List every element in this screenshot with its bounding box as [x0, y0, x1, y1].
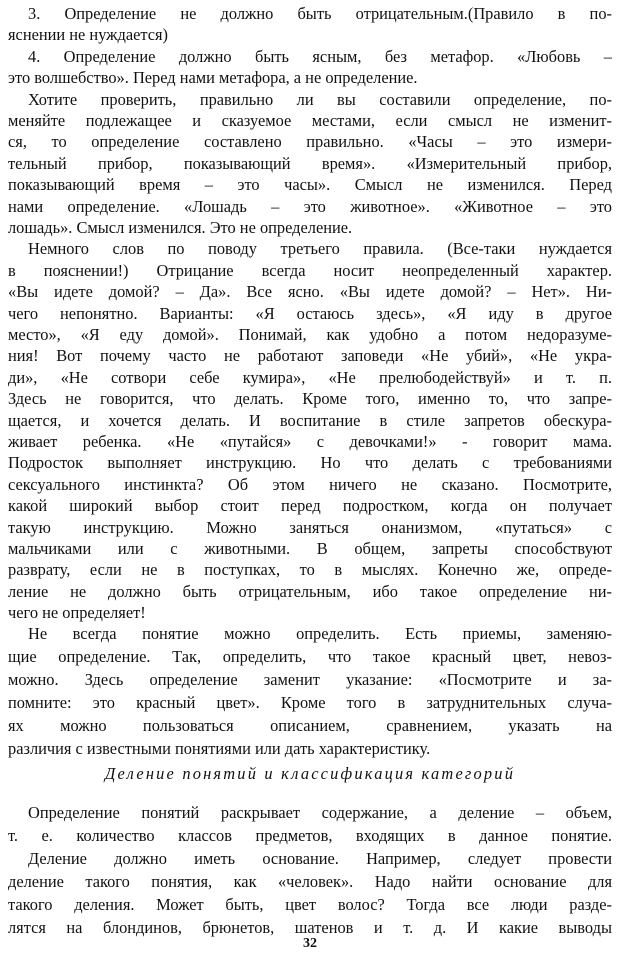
text-line: Определение понятий раскрывает содержание, а деление – объем,	[28, 803, 612, 822]
text-line: ление не должно быть отрицательным, ибо такое определение ни-	[8, 581, 612, 601]
text-line: щие определение. Так, определить, что такое красный цвет, невоз-	[8, 647, 612, 666]
text-line: какой широкий выбор стоит перед подростком, когда он получает	[8, 496, 612, 516]
text-line: лошадь». Смысл изменился. Это не определение.	[8, 218, 353, 237]
text-line: тельный прибор, показывающий время». «Измерительный прибор,	[8, 153, 612, 173]
text-line: Хотите проверить, правильно ли вы составили определение, по-	[28, 89, 612, 109]
text-line: место», «Я еду домой». Понимай, как удобно а потом недоразуме-	[8, 325, 612, 344]
text-line: чего непонятно. Варианты: «Я остаюсь здесь», «Я иду в другое	[8, 303, 612, 323]
text-line: ях можно пользоваться описанием, сравнением, указать на	[8, 716, 612, 735]
text-line: Деление должно иметь основание. Например, следует провести	[28, 849, 612, 868]
text-line: это волшебство». Перед нами метафора, а не определение.	[8, 68, 418, 88]
text-line: лятся на блондинов, брюнетов, шатенов и т. д. И какие выводы	[8, 918, 612, 937]
text-line: такого деления. Может быть, цвет волос? Тогда все люди разде-	[8, 895, 612, 914]
text-line: разврату, если не в поступках, то в мыслях. Конечно же, опреде-	[8, 560, 612, 580]
text-line: яснении не нуждается)	[8, 25, 169, 45]
section-heading: Деление понятий и классификация категорий	[104, 764, 516, 783]
text-line: т. е. количество классов предметов, входящих в данное понятие.	[8, 826, 612, 845]
text-line: помните: это красный цвет». Кроме того в затруднительных случа-	[8, 693, 612, 712]
page-number: 32	[303, 936, 317, 951]
text-line: 4. Определение должно быть ясным, без метафор. «Любовь –	[28, 46, 612, 66]
text-line: нами определение. «Лошадь – это животное». «Животное – это	[8, 196, 612, 216]
text-line: Не всегда понятие можно определить. Есть приемы, заменяю-	[28, 624, 612, 643]
text-line: ся, то определение составлено правильно. «Часы – это измери-	[8, 132, 612, 152]
text-line: ди», «Не сотвори себе кумира», «Не прелюбодействуй» и т. п.	[8, 367, 612, 387]
text-line: щается, и хочется делать. И воспитание в стиле запретов обескура-	[8, 410, 612, 430]
text-line: различия с известными понятиями или дать характеристику.	[8, 739, 431, 758]
text-line: сексуального инстинкта? Об этом ничего не сказано. Посмотрите,	[8, 474, 612, 494]
text-line: такую инструкцию. Можно заняться онанизмом, «путаться» с	[8, 517, 612, 537]
text-line: Здесь не говорится, что делать. Кроме того, именно то, что запре-	[8, 389, 612, 409]
text-line: показывающий время – это часы». Смысл не изменился. Перед	[8, 175, 612, 195]
text-line: в пояснении!) Отрицание всегда носит неопределенный характер.	[8, 260, 612, 280]
text-line: деление такого понятия, как «человек». Надо найти основание для	[8, 872, 612, 891]
text-line: можно. Здесь определение заменит указание: «Посмотрите и за-	[8, 670, 612, 689]
text-line: 3. Определение не должно быть отрицательным.(Правило в по-	[28, 4, 612, 23]
text-line: Немного слов по поводу третьего правила. (Все-таки нуждается	[28, 239, 612, 259]
text-line: ния! Вот почему часто не работают заповеди «Не убий», «Не укра-	[8, 346, 612, 366]
text-line: живает ребенка. «Не «путайся» с девочками!» - говорит мама.	[8, 432, 612, 451]
text-line: мальчиками или с животными. В общем, запреты способствуют	[8, 539, 612, 558]
text-line: чего не определяет!	[8, 603, 146, 623]
text-line: «Вы идете домой? – Да». Все ясно. «Вы идете домой? – Нет». Ни-	[8, 282, 612, 302]
text-line: меняйте подлежащее и сказуемое местами, если смысл не изменит-	[8, 111, 612, 130]
text-line: Подросток выполняет инструкцию. Но что делать с требованиями	[8, 453, 612, 473]
